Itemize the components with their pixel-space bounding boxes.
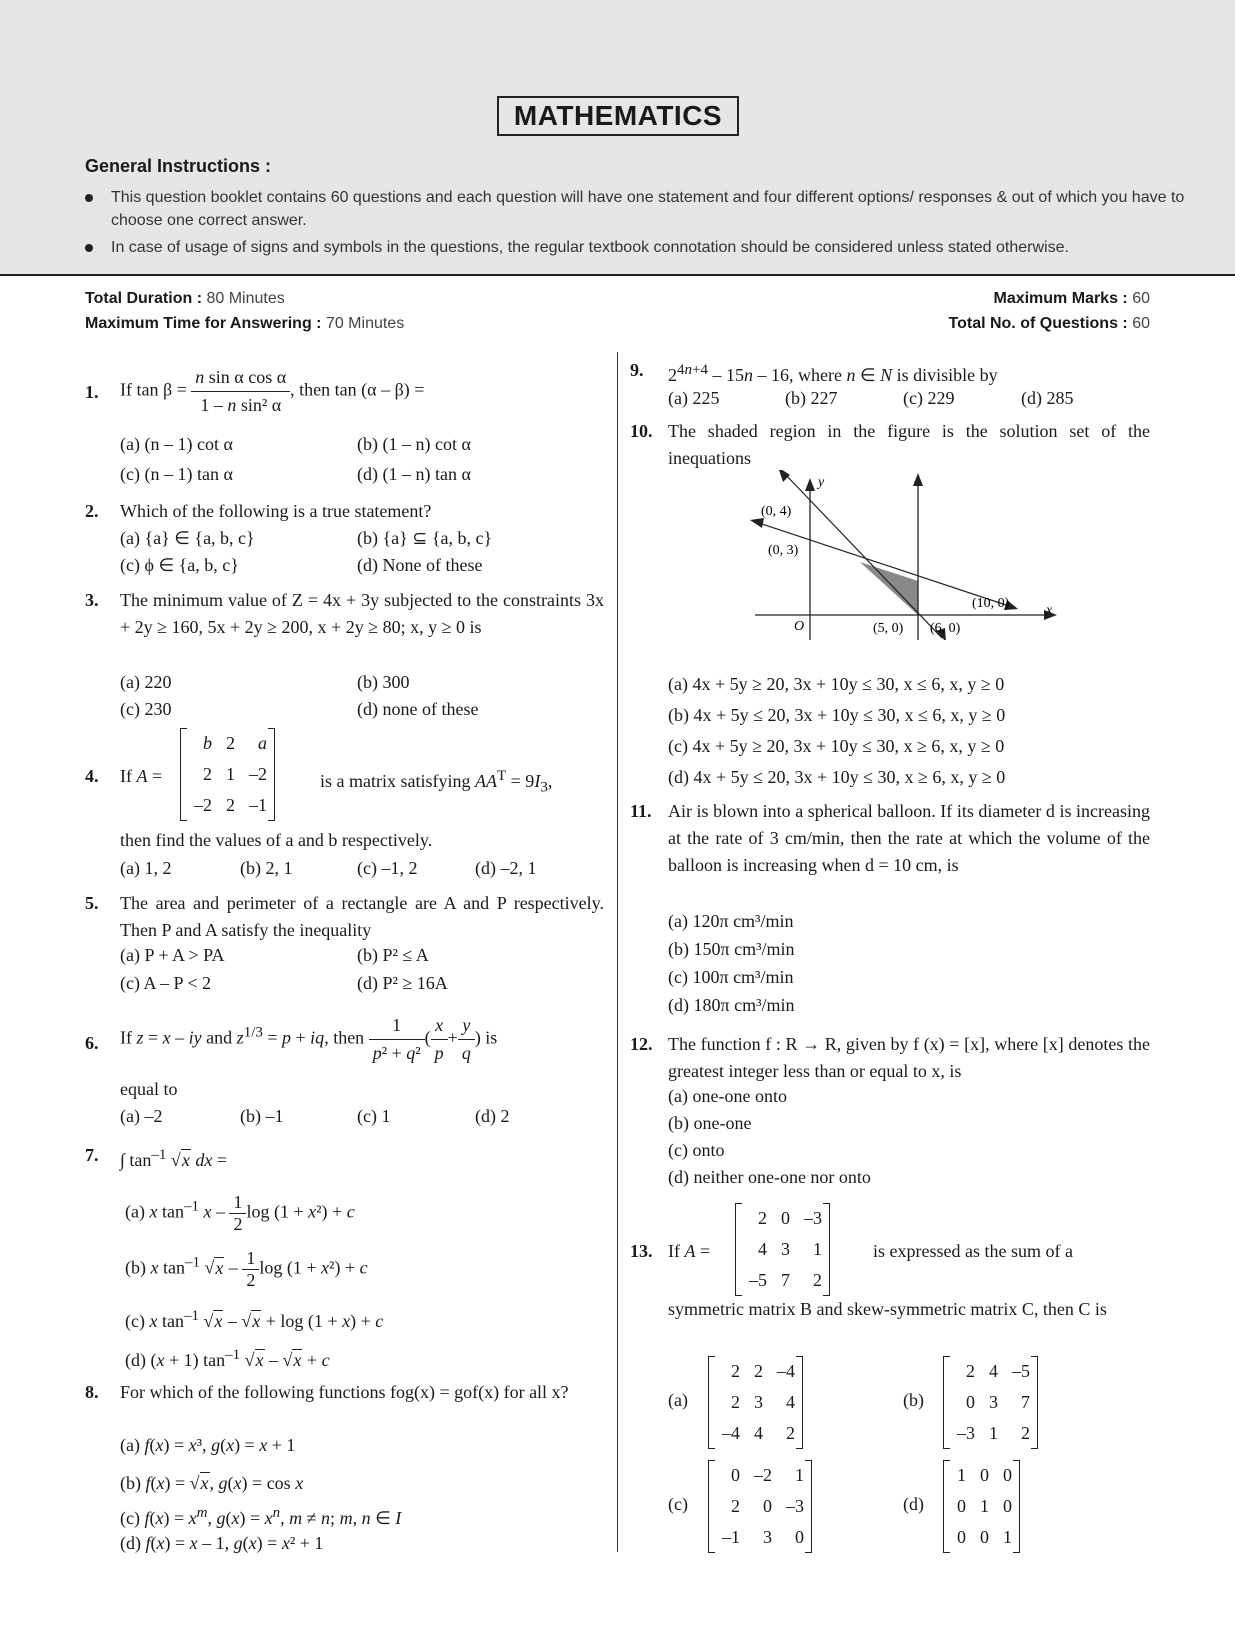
option-c[interactable]: (c) 230	[120, 699, 172, 719]
question-9-text: $2^{4n+4} - 15n - 16$, where n ∈ N is divisible by	[668, 362, 998, 385]
matrix-a: b 2 a 2 1 –2 –2 2 –1	[180, 728, 275, 821]
total-questions: Total No. of Questions : 60	[948, 315, 1150, 332]
option-c[interactable]: (c) 229	[903, 388, 955, 408]
option-b[interactable]: (b) x $\tan^{-1} √x$ – $\frac{1}{2}$ log (1 + x²) + c	[125, 1248, 368, 1290]
option-c[interactable]: (c) –1, 2	[357, 858, 418, 878]
option-b[interactable]: (b) –1	[240, 1106, 284, 1126]
option-c[interactable]: (c) ϕ ∈ {a, b, c}	[120, 555, 239, 575]
option-b[interactable]: (b) {a} ⊆ {a, b, c}	[357, 528, 493, 548]
matrix-option-c: 0 –2 1 2 0 –3 –1 3 0	[708, 1460, 812, 1553]
origin-label: O	[794, 619, 805, 634]
option-a[interactable]: (a) x $\tan^{-1} x$ – $\frac{1}{2}$ log (1 + x²) + c	[125, 1192, 355, 1234]
question-6-after: equal to	[120, 1079, 178, 1099]
question-number: 2.	[85, 501, 99, 521]
option-c[interactable]: (c) 100π cm³/min	[668, 967, 794, 987]
option-d[interactable]: (d) –2, 1	[475, 858, 537, 878]
bullet-icon	[85, 194, 93, 202]
option-b[interactable]: (b)	[903, 1390, 924, 1410]
instruction-item: This question booklet contains 60 questions and each question will have one statement and four different options/ responses & out of which you have to choose one correct answer.	[85, 186, 1235, 232]
option-a[interactable]: (a) one-one onto	[668, 1086, 787, 1106]
option-c[interactable]: (c) 1	[357, 1106, 391, 1126]
question-13-text: is expressed as the sum of a	[873, 1241, 1073, 1261]
question-number: 12.	[630, 1034, 653, 1054]
question-13-after: symmetric matrix B and skew-symmetric matrix C, then C is	[668, 1299, 1107, 1319]
option-a[interactable]: (a) (n – 1) cot α	[120, 434, 233, 454]
option-d[interactable]: (d) None of these	[357, 555, 483, 575]
point-label: (0, 4)	[761, 504, 792, 519]
option-b[interactable]: (b) one-one	[668, 1113, 752, 1133]
option-b[interactable]: (b) f(x) = √x, g(x) = cos x	[120, 1473, 304, 1493]
question-number: 13.	[630, 1241, 653, 1261]
option-d[interactable]: (d) 180π cm³/min	[668, 995, 795, 1015]
question-number: 7.	[85, 1145, 99, 1165]
y-axis-label: y	[818, 475, 825, 490]
question-number: 8.	[85, 1382, 99, 1402]
question-7-text: ∫ $\tan^{-1} √x$ dx =	[120, 1147, 227, 1170]
question-13-prefix: If A =	[668, 1241, 711, 1261]
option-b[interactable]: (b) 227	[785, 388, 838, 408]
matrix-option-d: 1 0 0 0 1 0 0 0 1	[943, 1460, 1020, 1553]
general-instructions-label: General Instructions :	[85, 156, 272, 176]
max-marks: Maximum Marks : 60	[993, 290, 1150, 307]
option-a[interactable]: (a) P + A > PA	[120, 945, 225, 965]
header-band	[0, 0, 1235, 276]
option-a[interactable]: (a) 1, 2	[120, 858, 172, 878]
point-label: (10, 0)	[972, 596, 1010, 611]
matrix-option-b: 2 4 –5 0 3 7 –3 1 2	[943, 1356, 1038, 1449]
question-number: 9.	[630, 360, 644, 380]
option-b[interactable]: (b) 4x + 5y ≤ 20, 3x + 10y ≤ 30, x ≤ 6, x, y ≥ 0	[668, 705, 1006, 725]
option-b[interactable]: (b) 300	[357, 672, 410, 692]
question-3-text: The minimum value of Z = 4x + 3y subjected to the constraints 3x + 2y ≥ 160, 5x + 2y ≥ 200, x + 2y ≥ 80; x, y ≥ 0 is	[120, 590, 604, 637]
question-4-prefix: If A =	[120, 766, 163, 786]
shaded-region	[860, 562, 918, 615]
option-c[interactable]: (c) onto	[668, 1140, 725, 1160]
page-title: MATHEMATICS	[497, 96, 739, 136]
question-number: 10.	[630, 421, 653, 441]
option-d[interactable]: (d) neither one-one nor onto	[668, 1167, 871, 1187]
arrow-icon	[750, 518, 764, 528]
option-d[interactable]: (d) f(x) = x – 1, g(x) = x² + 1	[120, 1533, 324, 1553]
point-label: (6, 0)	[930, 621, 961, 636]
option-d[interactable]: (d) 285	[1021, 388, 1074, 408]
question-2-text: Which of the following is a true statement?	[120, 501, 432, 521]
option-a[interactable]: (a) f(x) = x³, g(x) = x + 1	[120, 1435, 296, 1455]
max-time: Maximum Time for Answering : 70 Minutes	[85, 315, 405, 332]
option-a[interactable]: (a) 4x + 5y ≥ 20, 3x + 10y ≤ 30, x ≤ 6, x, y ≥ 0	[668, 674, 1005, 694]
option-c[interactable]: (c) $f(x) = x^m$, $g(x) = x^n$, m ≠ n; m, n ∈ I	[120, 1505, 402, 1528]
y-axis-arrow-icon	[805, 478, 815, 491]
x-axis-label: x	[1046, 603, 1053, 618]
option-b[interactable]: (b) P² ≤ A	[357, 945, 429, 965]
option-a[interactable]: (a) 120π cm³/min	[668, 911, 794, 931]
option-d[interactable]: (d) (1 – n) tan α	[357, 464, 471, 484]
option-b[interactable]: (b) 2, 1	[240, 858, 293, 878]
option-d[interactable]: (d) 4x + 5y ≤ 20, 3x + 10y ≤ 30, x ≥ 6, x, y ≥ 0	[668, 767, 1006, 787]
point-label: (0, 3)	[768, 543, 799, 558]
question-4-after: then find the values of a and b respectively.	[120, 830, 433, 850]
point-label: (5, 0)	[873, 621, 904, 636]
option-c[interactable]: (c) A – P < 2	[120, 973, 211, 993]
option-b[interactable]: (b) 150π cm³/min	[668, 939, 795, 959]
question-10-text: The shaded region in the figure is the solution set of the inequations	[668, 421, 1150, 468]
option-d[interactable]: (d) (x + 1) $\tan^{-1} √x - √x + c$	[125, 1347, 330, 1370]
question-4-text: is a matrix satisfying $AA^T = 9I_3$,	[320, 768, 553, 796]
question-11-text: Air is blown into a spherical balloon. If its diameter d is increasing at the rate of 3 cm/min, then the rate at which the volume of the balloon is increasing when d = 10 cm, is	[668, 801, 1150, 875]
question-12-text: The function f : R → R, given by f (x) = [x], where [x] denotes the greatest integer less than or equal to x, is	[668, 1034, 1150, 1081]
question-6-text: If z = x – iy and $z^{1/3} = p$ + iq, then $\frac{1}{\text{p² + q²}}$ ( $\frac{x}{p}$ + $\frac{y}{q}$ ) is	[120, 1012, 604, 1067]
option-a[interactable]: (a)	[668, 1390, 688, 1410]
question-number: 3.	[85, 590, 99, 610]
question-1-text: If tan β = $\frac{\text{n sin α cos α}}{\text{1 – n sin² α}}$ , then tan (α – β) =	[120, 364, 424, 419]
total-duration: Total Duration : 80 Minutes	[85, 290, 285, 307]
question-number: 5.	[85, 893, 99, 913]
option-c[interactable]: (c)	[668, 1494, 688, 1514]
option-a[interactable]: (a) 225	[668, 388, 720, 408]
inequality-region-figure	[750, 470, 1070, 640]
option-c[interactable]: (c) (n – 1) tan α	[120, 464, 233, 484]
question-5-text: The area and perimeter of a rectangle are A and P respectively. Then P and A satisfy the inequality	[120, 893, 604, 940]
option-c[interactable]: (c) 4x + 5y ≥ 20, 3x + 10y ≤ 30, x ≥ 6, x, y ≥ 0	[668, 736, 1005, 756]
option-c[interactable]: (c) x $\tan^{-1} √x - √x + \log (1 + x) + c$	[125, 1308, 384, 1331]
column-divider	[617, 352, 618, 1552]
line-3x-10y-30	[756, 522, 1012, 607]
question-number: 11.	[630, 801, 652, 821]
question-number: 4.	[85, 766, 99, 786]
option-d[interactable]: (d) P² ≥ 16A	[357, 973, 448, 993]
question-number: 1.	[85, 382, 99, 402]
question-number: 6.	[85, 1033, 99, 1053]
bullet-icon	[85, 244, 93, 252]
option-d[interactable]: (d)	[903, 1494, 924, 1514]
arrow-icon	[778, 470, 790, 482]
arrow-icon	[913, 473, 923, 486]
option-a[interactable]: (a) 220	[120, 672, 172, 692]
option-b[interactable]: (b) (1 – n) cot α	[357, 434, 471, 454]
question-8-text: For which of the following functions fog(x) = gof(x) for all x?	[120, 1382, 569, 1402]
option-a[interactable]: (a) –2	[120, 1106, 163, 1126]
option-d[interactable]: (d) none of these	[357, 699, 479, 719]
instruction-item: In case of usage of signs and symbols in the questions, the regular textbook connotation should be considered unless stated otherwise.	[85, 236, 1235, 259]
option-d[interactable]: (d) 2	[475, 1106, 510, 1126]
matrix-option-a: 2 2 –4 2 3 4 –4 4 2	[708, 1356, 803, 1449]
matrix-a: 2 0 –3 4 3 1 –5 7 2	[735, 1203, 830, 1296]
option-a[interactable]: (a) {a} ∈ {a, b, c}	[120, 528, 255, 548]
